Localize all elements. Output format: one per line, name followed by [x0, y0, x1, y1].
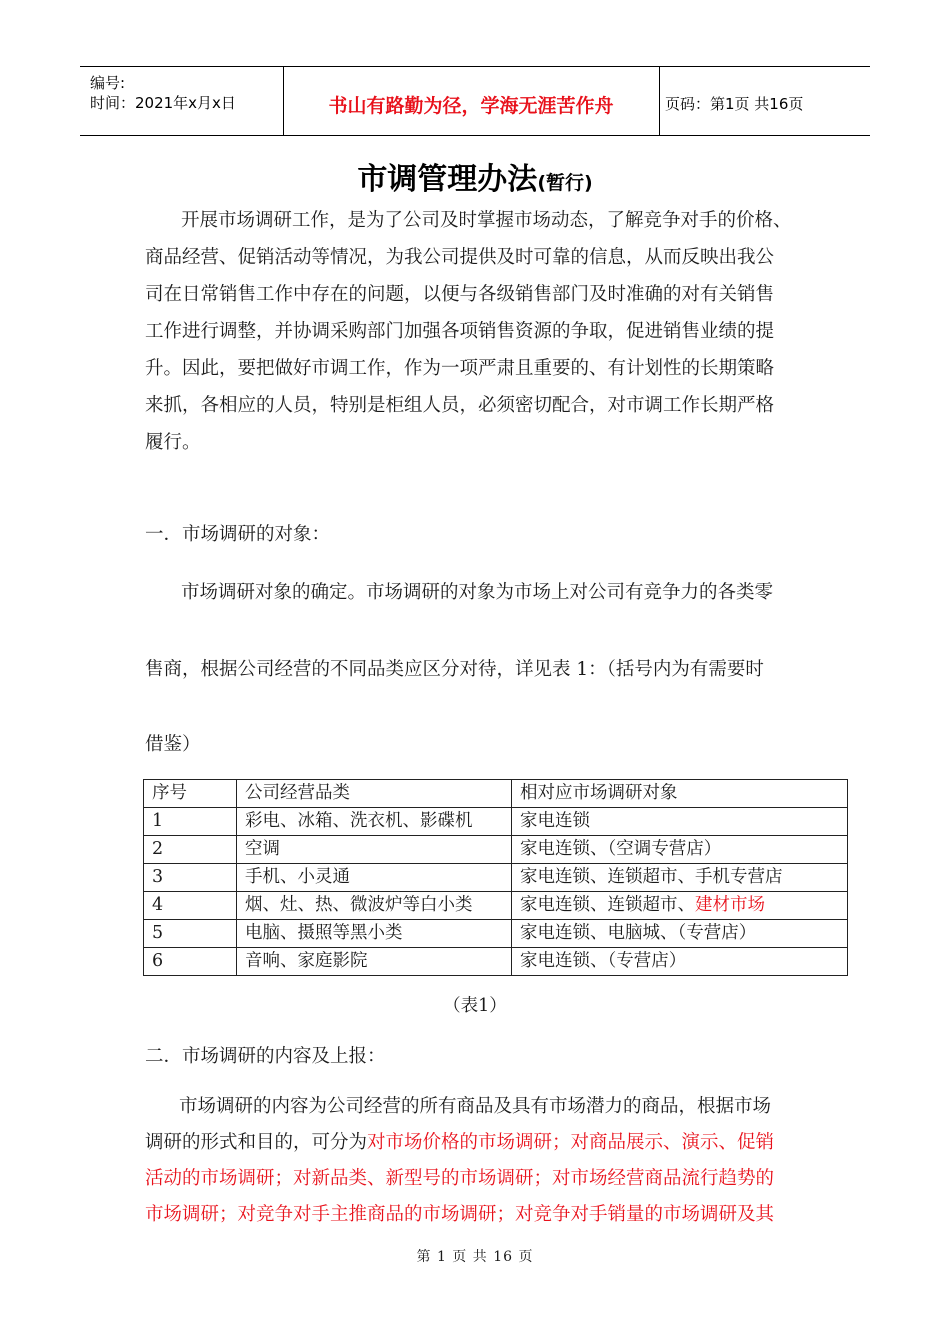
- page-footer: 第 1 页 共 16 页: [416, 1249, 534, 1265]
- target-text: 家电连锁、（专营店）: [520, 951, 687, 971]
- text-segment-highlight: 对市场价格的市场调研；对商品展示、演示、促销: [367, 1132, 775, 1153]
- table-cell-target: [512, 920, 848, 948]
- intro-paragraph: [145, 206, 810, 466]
- page-header: [80, 66, 870, 136]
- table-caption: （表1）: [443, 996, 507, 1016]
- target-text: 家电连锁: [520, 811, 590, 831]
- text-line: 市场调研对象的确定。市场调研的对象为市场上对公司有竞争力的各类零: [181, 582, 774, 603]
- table-cell-target: [512, 836, 848, 864]
- table-cell-target: [512, 808, 848, 836]
- title-sub: (暂行): [537, 172, 593, 194]
- header-meta: [90, 73, 236, 113]
- table-cell-category: 彩电、冰箱、洗衣机、影碟机: [237, 808, 512, 836]
- table-cell-number: 3: [144, 864, 237, 892]
- table-row: [144, 920, 848, 948]
- table-row: [144, 864, 848, 892]
- table-cell-number: 1: [144, 808, 237, 836]
- table-cell-category: 电脑、摄照等黑小类: [237, 920, 512, 948]
- table-cell-number: 6: [144, 948, 237, 976]
- header-divider: [659, 67, 660, 135]
- table-row: [144, 948, 848, 976]
- document-date: 时间：2021年x月x日: [90, 94, 236, 112]
- table-cell-number: 2: [144, 836, 237, 864]
- table-cell-target: [512, 948, 848, 976]
- target-text: 家电连锁、连锁超市、: [520, 895, 695, 915]
- table-cell-target: [512, 892, 848, 920]
- table-row: [144, 836, 848, 864]
- section-one: [145, 520, 810, 760]
- text-line: 借鉴）: [145, 734, 201, 755]
- section-two: [145, 1042, 810, 1232]
- text-line: 市场调研的内容为公司经营的所有商品及具有市场潜力的商品，根据市场: [179, 1096, 772, 1117]
- target-text: 家电连锁、连锁超市、手机专营店: [520, 867, 783, 887]
- table-cell-category: 空调: [237, 836, 512, 864]
- table-cell-target: [512, 864, 848, 892]
- research-targets-table: [143, 779, 848, 976]
- title-main: 市调管理办法: [357, 162, 538, 197]
- target-text: 家电连锁、（空调专营店）: [520, 839, 722, 859]
- table-cell-number: 4: [144, 892, 237, 920]
- document-number-label: 编号:: [90, 74, 126, 92]
- text-segment: 调研的形式和目的，可分为: [145, 1132, 368, 1153]
- table-cell-category: 手机、小灵通: [237, 864, 512, 892]
- table-header-cell: 序号: [144, 780, 237, 808]
- table-cell-category: 音响、家庭影院: [237, 948, 512, 976]
- table-cell-category: 烟、灶、热、微波炉等白小类: [237, 892, 512, 920]
- header-motto: 书山有路勤为径，学海无涯苦作舟: [328, 95, 614, 117]
- target-text-highlight: 建材市场: [695, 895, 765, 915]
- text-line: 升。因此，要把做好市调工作，作为一项严肃且重要的、有计划性的长期策略: [145, 358, 775, 379]
- text-line: 工作进行调整，并协调采购部门加强各项销售资源的争取，促进销售业绩的提: [145, 321, 775, 342]
- document-title: [0, 158, 950, 205]
- text-line: 售商，根据公司经营的不同品类应区分对待，详见表 1：（括号内为有需要时: [145, 659, 764, 680]
- table-cell-number: 5: [144, 920, 237, 948]
- text-line: 商品经营、促销活动等情况，为我公司提供及时可靠的信息，从而反映出我公: [145, 247, 775, 268]
- table-row: [144, 892, 848, 920]
- text-line-highlight: 活动的市场调研；对新品类、新型号的市场调研；对市场经营商品流行趋势的: [145, 1168, 775, 1189]
- text-line: 来抓，各相应的人员，特别是柜组人员，必须密切配合，对市调工作长期严格: [145, 395, 775, 416]
- header-page-info: 页码：第1页 共16页: [665, 95, 804, 113]
- table-row: [144, 808, 848, 836]
- table-header-row: [144, 780, 848, 808]
- text-line: 开展市场调研工作，是为了公司及时掌握市场动态，了解竞争对手的价格、: [181, 210, 792, 231]
- table-header-cell: 相对应市场调研对象: [512, 780, 848, 808]
- table-header-cell: 公司经营品类: [237, 780, 512, 808]
- target-text: 家电连锁、电脑城、（专营店）: [520, 923, 757, 943]
- text-line: 履行。: [145, 432, 201, 453]
- text-line-highlight: 市场调研；对竞争对手主推商品的市场调研；对竞争对手销量的市场调研及其: [145, 1204, 775, 1225]
- text-line: [145, 1128, 774, 1154]
- section-heading: 二．市场调研的内容及上报：: [145, 1046, 386, 1067]
- section-heading: 一．市场调研的对象：: [145, 524, 331, 545]
- text-line: 司在日常销售工作中存在的问题，以便与各级销售部门及时准确的对有关销售: [145, 284, 775, 305]
